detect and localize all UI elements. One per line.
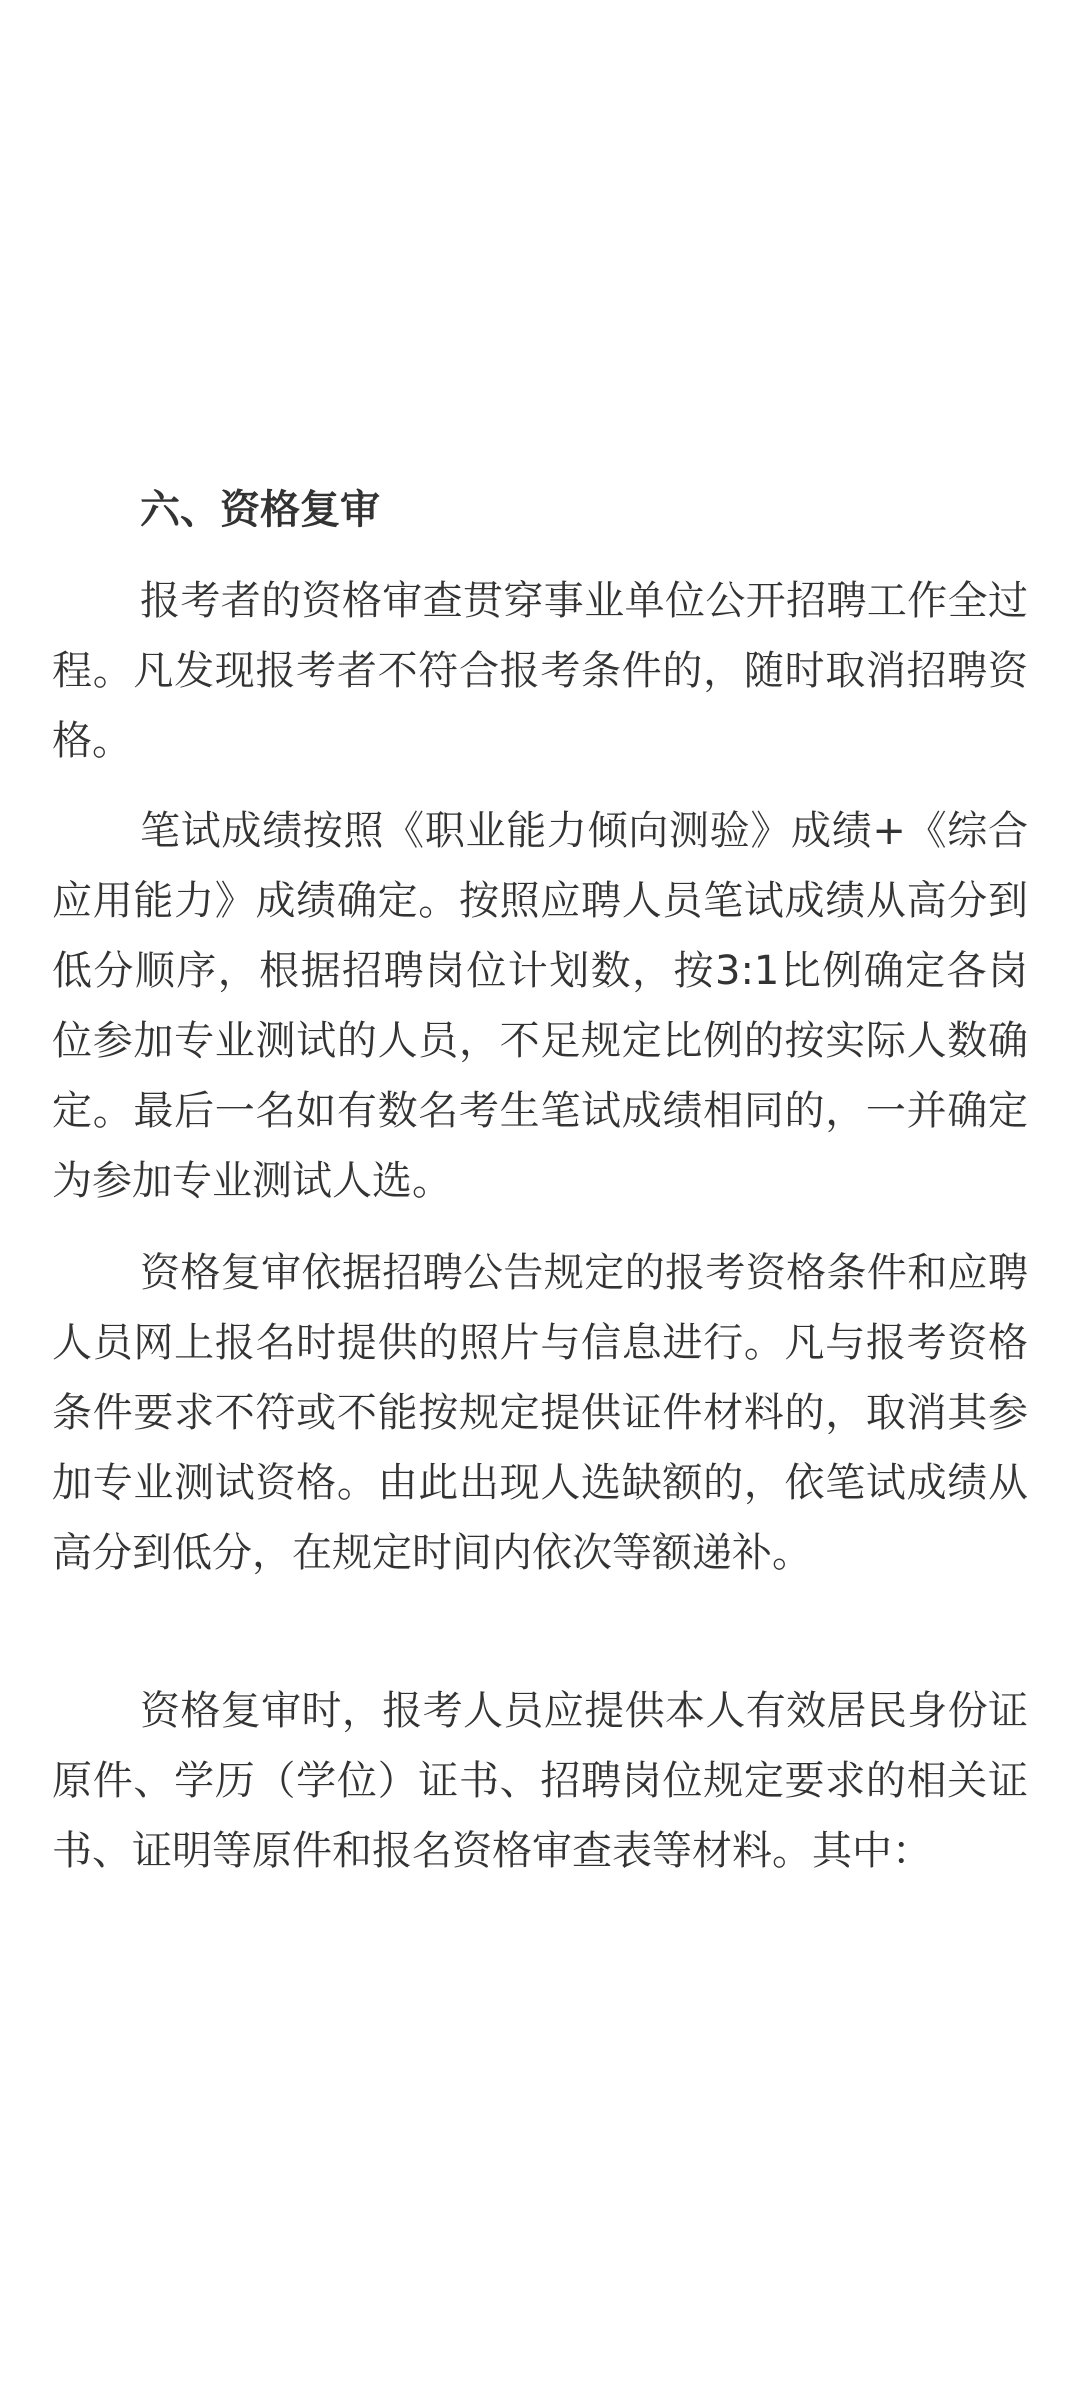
paragraph-review-basis: 资格复审依据招聘公告规定的报考资格条件和应聘人员网上报名时提供的照片与信息进行。凡与报考资格条件要求不符或不能按规定提供证件材料的，取消其参加专业测试资格。由此出现人选缺额的，依笔试成绩从高分到低分，在规定时间内依次等额递补。 [52,1250,1028,1576]
paragraph-qualification-review: 报考者的资格审查贯穿事业单位公开招聘工作全过程。凡发现报考者不符合报考条件的，随时取消招聘资格。 [52,578,1028,764]
paragraph-written-exam-scores: 笔试成绩按照《职业能力倾向测验》成绩+《综合应用能力》成绩确定。按照应聘人员笔试成绩从高分到低分顺序，根据招聘岗位计划数，按3:1比例确定各岗位参加专业测试的人员，不足规定比例的按实际人数确定。最后一名如有数名考生笔试成绩相同的，一并确定为参加专业测试人选。 [52,808,1028,1204]
section-heading: 六、资格复审 [140,487,380,533]
paragraph-required-documents: 资格复审时，报考人员应提供本人有效居民身份证原件、学历（学位）证书、招聘岗位规定要求的相关证书、证明等原件和报名资格审查表等材料。其中： [52,1688,1028,1874]
paragraph-clip-container [52,1676,1028,1916]
